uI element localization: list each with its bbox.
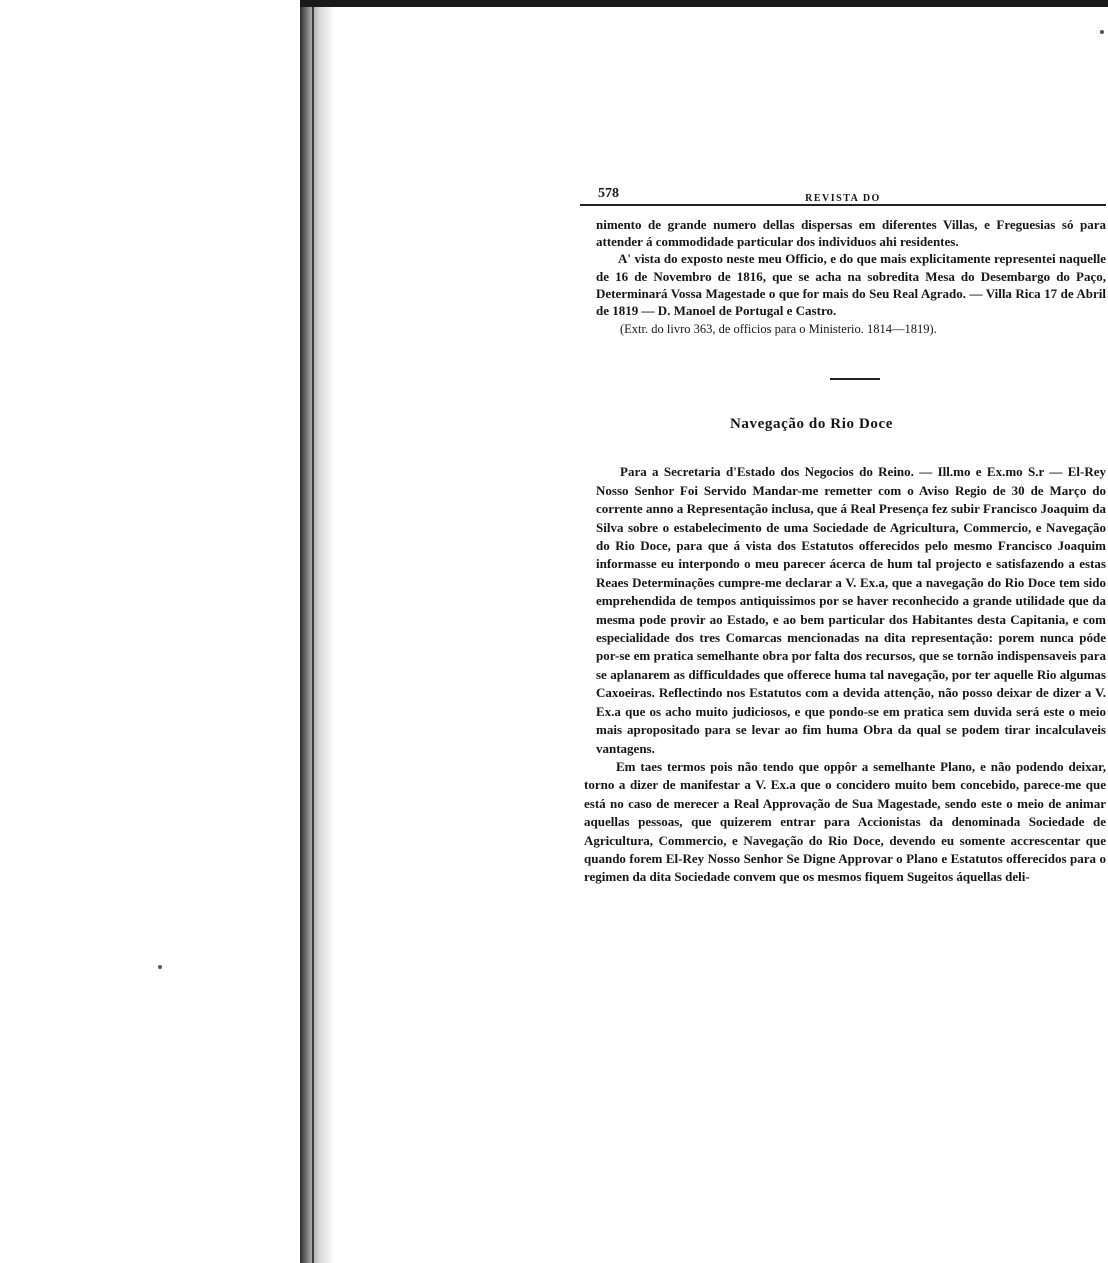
section-title: Navegação do Rio Doce	[730, 416, 893, 433]
continued-text	[580, 216, 1106, 338]
book-page	[580, 180, 1106, 887]
section-paragraph: Para a Secretaria d'Estado dos Negocios do Reino. — Ill.mo e Ex.mo S.r — El-Rey Nosso Senhor Foi Servido Mandar-me remetter com o Aviso Regio de 30 de Março do corrente anno a Representação inclusa, que á Real Presença fez subir Francisco Joaquim da Silva sobre o estabelecimento de uma Sociedade de Agricultura, Commercio, e Navegação do Rio Doce, para que á vista dos Estatutos offerecidos pelo mesmo Francisco Joaquim informasse eu interpondo o meu parecer ácerca de hum tal projecto e satisfazendo a estas Reaes Determinações cumpre-me declarar a V. Ex.a, que a navegação do Rio Doce tem sido emprehendida de tempos antiquissimos por se haver reconhecido a grande utilidade que da mesma pode provir ao Estado, e ao bem particular dos Habitantes desta Capitania, e com especialidade dos tres Comarcas mencionadas na dita representação: porem nunca póde por-se em pratica semelhante obra por falta dos recursos, que se tornão indispensaveis para se aplanarem as difficuldades que offerece huma tal navegação, por ter aquelle Rio algumas Caxoeiras. Reflectindo nos Estatutos com a devida attenção, não posso deixar de dizer a V. Ex.a que os acho muito judiciosos, e que pondo-se em pratica sem duvida será este o meio mais apropositado para se levar ao fim huma Obra da qual se podem tirar incalculaveis vantagens.	[596, 464, 1106, 756]
book-spine-shadow	[300, 0, 334, 1263]
book-gutter-line	[312, 0, 314, 1263]
section-body	[580, 463, 1106, 886]
page-top-edge	[300, 0, 1108, 7]
section-divider	[830, 378, 880, 380]
closing-paragraph: A' vista do exposto neste meu Officio, e do que mais explicitamente representei naquelle de 16 de Novembro de 1816, que se acha na sobredita Mesa do Desembargo do Paço, Determinará Vossa Magestade o que for mais do Seu Real Agrado. — Villa Rica 17 de Abril de 1819 — D. Manoel de Portugal e Castro.	[596, 251, 1106, 319]
running-head	[580, 180, 1106, 206]
margin-speck	[158, 965, 162, 969]
running-title: REVISTA DO	[805, 193, 881, 204]
margin-speck	[1100, 30, 1104, 34]
page-number: 578	[598, 186, 619, 201]
source-note: (Extr. do livro 363, de officios para o Ministerio. 1814—1819).	[620, 322, 937, 337]
continued-paragraph: nimento de grande numero dellas dispersas em diferentes Villas, e Freguesias só para attender á commodidade particular dos individuos ahi residentes.	[596, 217, 1106, 250]
section-paragraph: Em taes termos pois não tendo que oppôr a semelhante Plano, e não podendo deixar, torno a dizer de manifestar a V. Ex.a que o concidero muito bem concebido, parece-me que está no caso de merecer a Real Approvação de Sua Magestade, sendo este o meio de animar aquellas pessoas, que quizerem entrar para Accionistas da denominada Sociedade de Agricultura, Commercio, e Navegação do Rio Doce, devendo eu somente accrescentar que quando forem El-Rey Nosso Senhor Se Digne Approvar o Plano e Estatutos offerecidos para o regimen da dita Sociedade convem que os mesmos fiquem Sugeitos áquellas deli-	[584, 758, 1106, 885]
